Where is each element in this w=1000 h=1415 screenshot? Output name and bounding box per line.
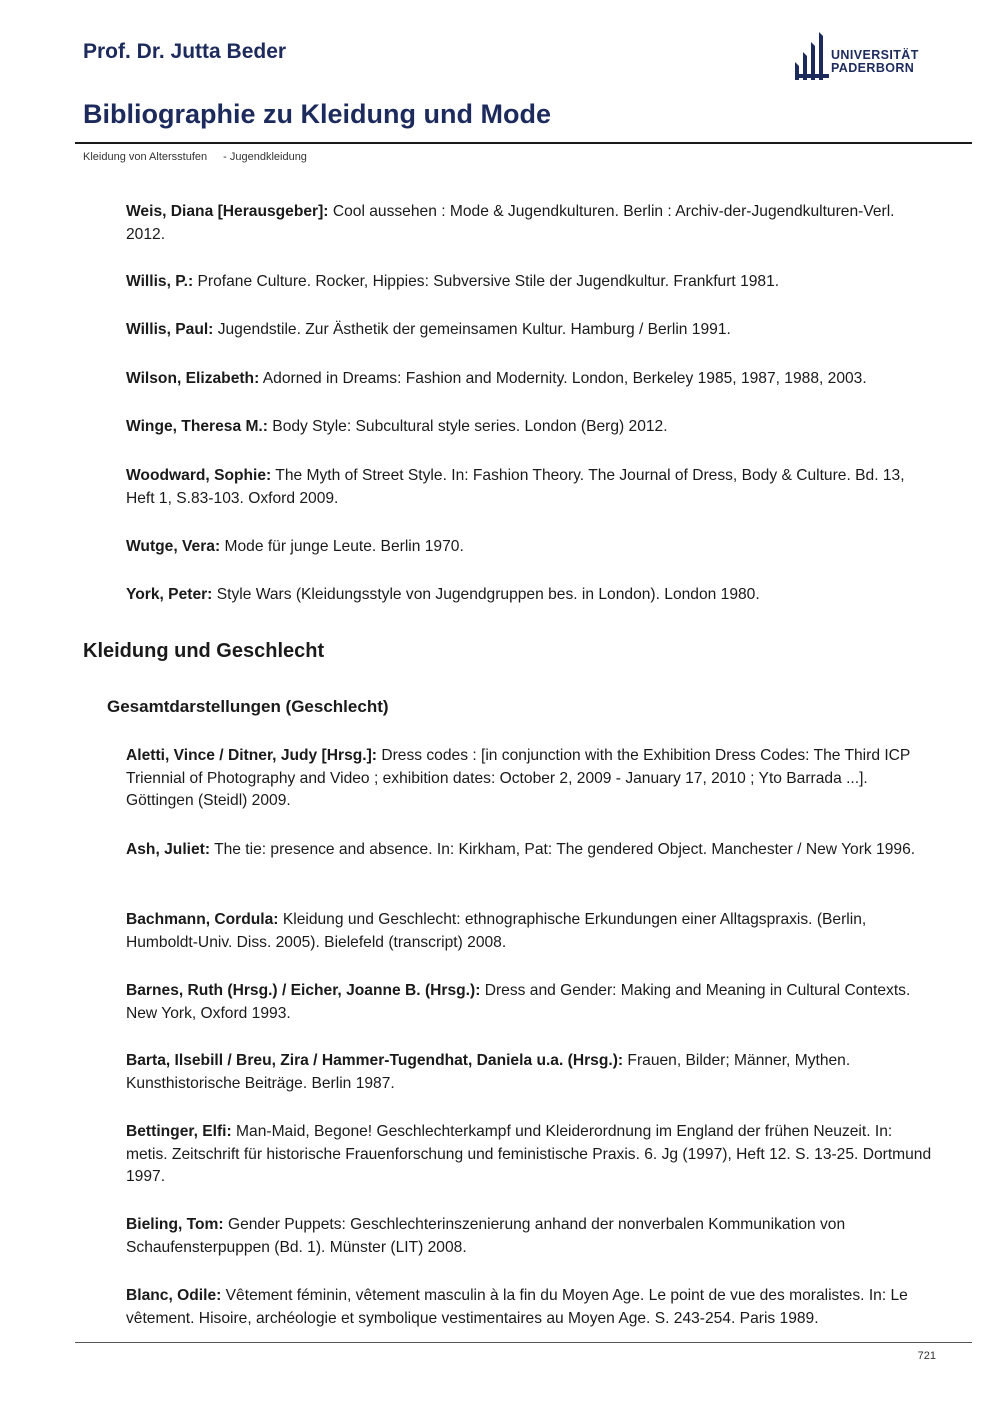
entry-author: Woodward, Sophie: <box>126 467 272 484</box>
bibliography-entry <box>126 416 934 439</box>
header-divider <box>75 142 972 144</box>
breadcrumb-item: Kleidung von Altersstufen <box>83 151 208 163</box>
entry-author: Barnes, Ruth (Hrsg.) / Eicher, Joanne B. (Hrsg.): <box>126 982 481 999</box>
entry-text: Frauen, Bilder; Männer, Mythen. Kunsthistorische Beiträge. Berlin 1987. <box>126 1052 851 1092</box>
entry-author: Aletti, Vince / Ditner, Judy [Hrsg.]: <box>126 747 377 764</box>
entry-author: Bettinger, Elfi: <box>126 1123 232 1140</box>
bibliography-entry <box>126 745 934 813</box>
bibliography-entry <box>126 1285 934 1330</box>
page-title: Bibliographie zu Kleidung und Mode <box>83 99 551 129</box>
entry-text: Profane Culture. Rocker, Hippies: Subversive Stile der Jugendkultur. Frankfurt 1981. <box>193 273 780 290</box>
entry-text: Jugendstile. Zur Ästhetik der gemeinsamen Kultur. Hamburg / Berlin 1991. <box>213 321 731 338</box>
entry-author: Bachmann, Cordula: <box>126 911 279 928</box>
entry-text: Vêtement féminin, vêtement masculin à la fin du Moyen Age. Le point de vue des moralistes. In: Le vêtement. Hisoire, archéologie et symbolique vestimentaires au Moyen Age. S. 243-254. Paris 1989. <box>126 1287 908 1327</box>
entry-author: Weis, Diana [Herausgeber]: <box>126 203 329 220</box>
entry-author: Ash, Juliet: <box>126 841 211 858</box>
bibliography-entry <box>126 368 934 391</box>
bibliography-entry <box>126 536 934 559</box>
bibliography-entry <box>126 1214 934 1259</box>
page-number: 721 <box>917 1350 936 1362</box>
entry-author: Blanc, Odile: <box>126 1287 222 1304</box>
section-heading: Kleidung und Geschlecht <box>83 640 325 662</box>
entry-author: York, Peter: <box>126 586 213 603</box>
entry-text: Body Style: Subcultural style series. London (Berg) 2012. <box>267 418 668 435</box>
bibliography-entry <box>126 584 934 607</box>
bibliography-entry <box>126 319 934 342</box>
bibliography-entry <box>126 980 934 1025</box>
logo-line-1: UNIVERSITÄT <box>831 48 919 62</box>
entry-author: Wilson, Elizabeth: <box>126 370 260 387</box>
bibliography-entry <box>126 1050 934 1095</box>
entry-author: Wutge, Vera: <box>126 538 221 555</box>
subsection-heading: Gesamtdarstellungen (Geschlecht) <box>107 697 389 716</box>
entry-text: The Myth of Street Style. In: Fashion Theory. The Journal of Dress, Body & Culture. Bd. 13, Heft 1, S.83-103. Oxford 2009. <box>126 467 905 507</box>
bibliography-entry <box>126 271 934 294</box>
bibliography-entry <box>126 1121 934 1189</box>
footer-divider <box>75 1342 972 1343</box>
bibliography-entry <box>126 909 934 954</box>
breadcrumb-item: - Jugendkleidung <box>223 151 307 163</box>
entry-author: Willis, Paul: <box>126 321 214 338</box>
entry-text: Mode für junge Leute. Berlin 1970. <box>220 538 464 555</box>
entry-text: Adorned in Dreams: Fashion and Modernity. London, Berkeley 1985, 1987, 1988, 2003. <box>259 370 867 387</box>
university-logo <box>793 30 933 82</box>
entry-text: Kleidung und Geschlecht: ethnographische Erkundungen einer Alltagspraxis. (Berlin, Humboldt-Univ. Diss. 2005). Bielefeld (transcript) 2008. <box>126 911 867 951</box>
bibliography-entry <box>126 201 934 246</box>
author-name: Prof. Dr. Jutta Beder <box>83 40 287 63</box>
entry-text: Dress and Gender: Making and Meaning in Cultural Contexts. New York, Oxford 1993. <box>126 982 911 1022</box>
entry-author: Willis, P.: <box>126 273 194 290</box>
entry-text: The tie: presence and absence. In: Kirkham, Pat: The gendered Object. Manchester / New York 1996. <box>210 841 916 858</box>
entry-text: Gender Puppets: Geschlechterinszenierung anhand der nonverbalen Kommunikation von Schaufensterpuppen (Bd. 1). Münster (LIT) 2008. <box>126 1216 846 1256</box>
entry-text: Cool aussehen : Mode & Jugendkulturen. Berlin : Archiv-der-Jugendkulturen-Verl. 2012. <box>126 203 895 243</box>
entry-text: Style Wars (Kleidungsstyle von Jugendgruppen bes. in London). London 1980. <box>212 586 760 603</box>
bibliography-entry <box>126 465 934 510</box>
university-logo-icon <box>793 30 831 82</box>
entry-author: Barta, Ilsebill / Breu, Zira / Hammer-Tugendhat, Daniela u.a. (Hrsg.): <box>126 1052 624 1069</box>
logo-line-2: PADERBORN <box>831 61 915 75</box>
entry-author: Winge, Theresa M.: <box>126 418 268 435</box>
entry-text: Man-Maid, Begone! Geschlechterkampf und Kleiderordnung im England der frühen Neuzeit. In: metis. Zeitschrift für historische Frauenforschung und feministische Praxis. 6. Jg (1997), Heft 12. S. 13-25. Dortmund 1997. <box>126 1123 932 1185</box>
entry-author: Bieling, Tom: <box>126 1216 224 1233</box>
bibliography-entry <box>126 839 934 862</box>
breadcrumb <box>83 151 307 163</box>
entry-text: Dress codes : [in conjunction with the Exhibition Dress Codes: The Third ICP Triennial of Photography and Video ; exhibition dates: October 2, 2009 - January 17, 2010 ; Yto Barrada ...]. Göttingen (Steidl) 2009. <box>126 747 911 809</box>
